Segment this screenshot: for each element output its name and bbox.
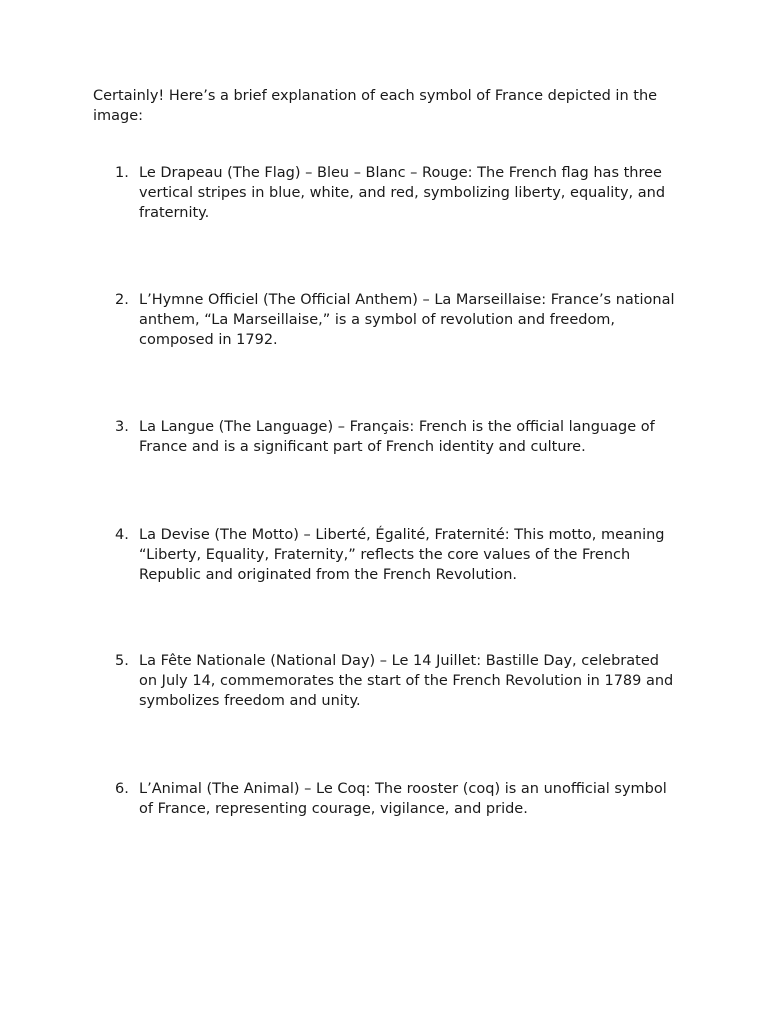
list-item-number: 1. [115,165,129,181]
list-item-number: 2. [115,292,129,308]
list-item-text: L’Animal (The Animal) – Le Coq: The rooster (coq) is an unofficial symbol of France, representing courage, vigilance, and pride. [139,781,667,817]
intro-paragraph: Certainly! Here’s a brief explanation of each symbol of France depicted in the image: [93,88,658,124]
list-item-number: 5. [115,653,129,669]
list-item-text: Le Drapeau (The Flag) – Bleu – Blanc – Rouge: The French flag has three vertical stripes in blue, white, and red, symbolizing liberty, equality, and fraternity. [139,165,666,221]
list-item-text: La Devise (The Motto) – Liberté, Égalité, Fraternité: This motto, meaning “Liberty, Equality, Fraternity,” reflects the core values of the French Republic and originated from the French Revolution. [139,527,665,583]
list-item-number: 4. [115,527,129,543]
list-item-text: La Langue (The Language) – Français: French is the official language of France and is a significant part of French identity and culture. [139,419,655,455]
list-item-number: 3. [115,419,129,435]
list-item [115,290,675,350]
list-item [115,417,675,457]
list-item-text: L’Hymne Officiel (The Official Anthem) – La Marseillaise: France’s national anthem, “La Marseillaise,” is a symbol of revolution and freedom, composed in 1792. [139,292,675,348]
list-item [115,779,675,819]
list-item [115,525,675,585]
list-item-text: La Fête Nationale (National Day) – Le 14 Juillet: Bastille Day, celebrated on July 14, commemorates the start of the French Revolution in 1789 and symbolizes freedom and unity. [139,653,674,709]
list-item [115,163,675,223]
list-item [115,651,675,711]
list-item-number: 6. [115,781,129,797]
